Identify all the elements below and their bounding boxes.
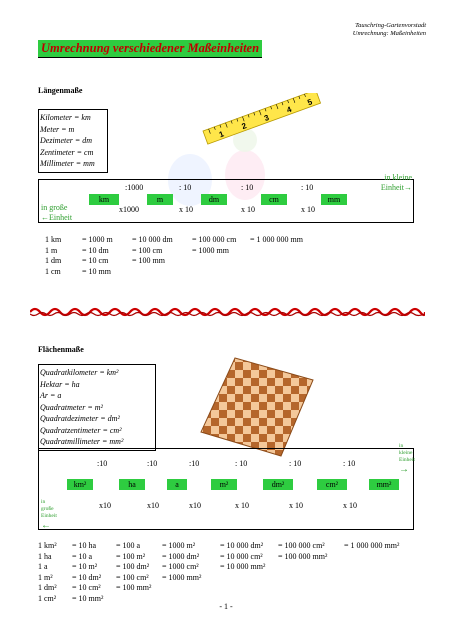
unit-mm2: mm²	[369, 479, 399, 490]
unit-ha: ha	[119, 479, 145, 490]
table-cell: = 100 m²	[116, 551, 146, 561]
multiplier-label: x 10	[289, 501, 303, 510]
table-cell: 1 dm	[45, 256, 62, 265]
ruler-number: 1	[217, 129, 226, 140]
definition-line: Zentimeter = cm	[40, 147, 94, 157]
label-line: Einheit	[399, 457, 415, 463]
divisor-label: : 10	[235, 459, 248, 468]
table-cell: = 1 000 000 mm	[250, 235, 303, 244]
section-heading-length: Längenmaße	[38, 86, 83, 95]
label-line: in	[41, 499, 46, 505]
table-cell: = 10 m²	[72, 562, 98, 571]
table-cell: 1 km	[45, 235, 62, 244]
table-cell: = 10 000 dm	[132, 235, 173, 244]
table-cell: 1 cm	[45, 266, 61, 276]
table-cell: = 1000 mm	[192, 245, 229, 255]
to-smaller-unit-label	[399, 443, 415, 476]
table-cell: = 10 dm²	[72, 572, 102, 582]
table-cell: = 10 000 cm²	[220, 551, 263, 561]
page-title: Umrechnung verschiedener Maßeinheiten	[38, 40, 262, 58]
label-line: kleine	[399, 450, 413, 456]
definition-line: Dezimeter = dm	[40, 136, 93, 145]
label-line: Einheit	[41, 513, 57, 519]
table-cell: = 100 mm²	[116, 583, 152, 592]
decorative-divider	[30, 305, 425, 319]
table-cell: = 100 dm²	[116, 562, 150, 571]
unit-m2: m²	[211, 479, 237, 490]
multiplier-label: x 10	[235, 501, 249, 510]
divisor-label: :10	[97, 459, 108, 468]
to-smaller-unit-label: in kleine Einheit→	[380, 173, 412, 192]
definition-line: Millimeter = mm	[40, 159, 95, 168]
multiplier-label: x 10	[343, 501, 357, 510]
to-larger-unit-label: in große ←Einheit	[41, 203, 73, 222]
definition-line: Quadratmillimeter = mm²	[40, 437, 124, 446]
table-cell: 1 cm²	[38, 593, 57, 603]
ruler-number: 2	[240, 121, 248, 132]
multiplier-label: x 10	[241, 205, 255, 214]
table-cell: = 1000 cm²	[162, 562, 199, 571]
ruler-number: 3	[262, 112, 271, 123]
table-cell: = 10 ha	[72, 541, 97, 550]
multiplier-label: x 10	[179, 205, 193, 214]
table-cell: 1 m	[45, 245, 58, 255]
table-cell: = 1000 mm²	[162, 572, 202, 582]
length-definitions-box	[38, 109, 108, 173]
unit-cm: cm	[261, 194, 287, 205]
unit-km: km	[89, 194, 119, 205]
unit-km2: km²	[67, 479, 93, 490]
left-arrow-icon: ←	[41, 520, 51, 531]
checkerboard-tile-illustration	[195, 354, 315, 460]
multiplier-label: x1000	[119, 205, 139, 214]
ruler-number: 5	[306, 97, 314, 108]
table-cell: = 10 000 dm²	[220, 541, 264, 550]
divisor-label: :10	[189, 459, 200, 468]
definition-line: Meter = m	[40, 124, 75, 134]
header-line-1: Tauschring-Gartenvorstadt	[355, 22, 426, 29]
table-cell: = 10 000 mm²	[220, 562, 266, 571]
header-line-2: Umrechnung: Maßeinheiten	[352, 30, 426, 37]
table-cell: = 1000 m²	[162, 541, 196, 550]
divisor-label: : 10	[241, 183, 254, 192]
area-definitions-box	[38, 364, 156, 451]
definition-line: Kilometer = km	[40, 113, 91, 122]
unit-cm2: cm²	[317, 479, 347, 490]
unit-mm: mm	[321, 194, 347, 205]
page-header	[353, 22, 426, 38]
section-heading-area: Flächenmaße	[38, 345, 84, 354]
to-larger-unit-label	[41, 499, 59, 532]
table-cell: = 100 cm	[132, 245, 163, 255]
unit-a: a	[167, 479, 187, 490]
table-cell: 1 dm²	[38, 583, 57, 592]
length-conversion-box	[38, 173, 414, 223]
divisor-label: :10	[147, 459, 158, 468]
table-cell: = 100 cm²	[116, 572, 149, 582]
unit-dm: dm	[201, 194, 227, 205]
multiplier-label: x10	[147, 501, 159, 510]
area-conversion-table	[38, 541, 448, 605]
divisor-label: : 10	[343, 459, 356, 468]
table-cell: = 1 000 000 mm²	[344, 541, 400, 550]
table-cell: = 10 mm	[82, 266, 111, 276]
definition-line: Quadratzentimeter = cm²	[40, 425, 122, 435]
divisor-label: : 10	[289, 459, 302, 468]
table-cell: 1 km²	[38, 541, 57, 550]
table-cell: = 10 mm²	[72, 593, 104, 603]
unit-m: m	[147, 194, 173, 205]
table-cell: = 100 000 mm²	[278, 551, 328, 561]
unit-dm2: dm²	[263, 479, 293, 490]
multiplier-label: x 10	[301, 205, 315, 214]
divisor-label: : 10	[301, 183, 314, 192]
definition-line: Quadratkilometer = km²	[40, 368, 119, 377]
definition-line: Ar = a	[40, 391, 62, 400]
label-line: große	[41, 506, 54, 512]
definition-line: Hektar = ha	[40, 379, 80, 389]
table-cell: = 10 cm	[82, 256, 109, 265]
table-cell: 1 ha	[38, 551, 52, 561]
area-conversion-box	[38, 443, 415, 531]
table-cell: 1 a	[38, 562, 48, 571]
page-number: - 1 -	[219, 602, 233, 611]
length-conversion-table	[38, 235, 418, 283]
table-cell: = 100 000 cm	[192, 235, 237, 244]
divisor-label: :1000	[125, 183, 144, 192]
table-cell: 1 m²	[38, 572, 53, 582]
table-cell: = 10 a	[72, 551, 93, 561]
definition-line: Quadratmeter = m²	[40, 402, 103, 412]
table-cell: = 1000 dm²	[162, 551, 200, 561]
label-line: in	[399, 443, 404, 449]
divisor-label: : 10	[179, 183, 192, 192]
table-cell: = 100 a	[116, 541, 141, 550]
multiplier-label: x10	[99, 501, 111, 510]
right-arrow-icon: →	[399, 464, 409, 475]
definition-line: Quadratdezimeter = dm²	[40, 414, 120, 423]
table-cell: = 1000 m	[82, 235, 113, 244]
ruler-number: 4	[285, 104, 293, 115]
table-cell: = 10 dm	[82, 245, 109, 255]
ruler-illustration	[195, 93, 325, 153]
multiplier-label: x10	[189, 501, 201, 510]
table-cell: = 10 cm²	[72, 583, 101, 592]
table-cell: = 100 mm	[132, 256, 165, 265]
table-cell: = 100 000 cm²	[278, 541, 325, 550]
